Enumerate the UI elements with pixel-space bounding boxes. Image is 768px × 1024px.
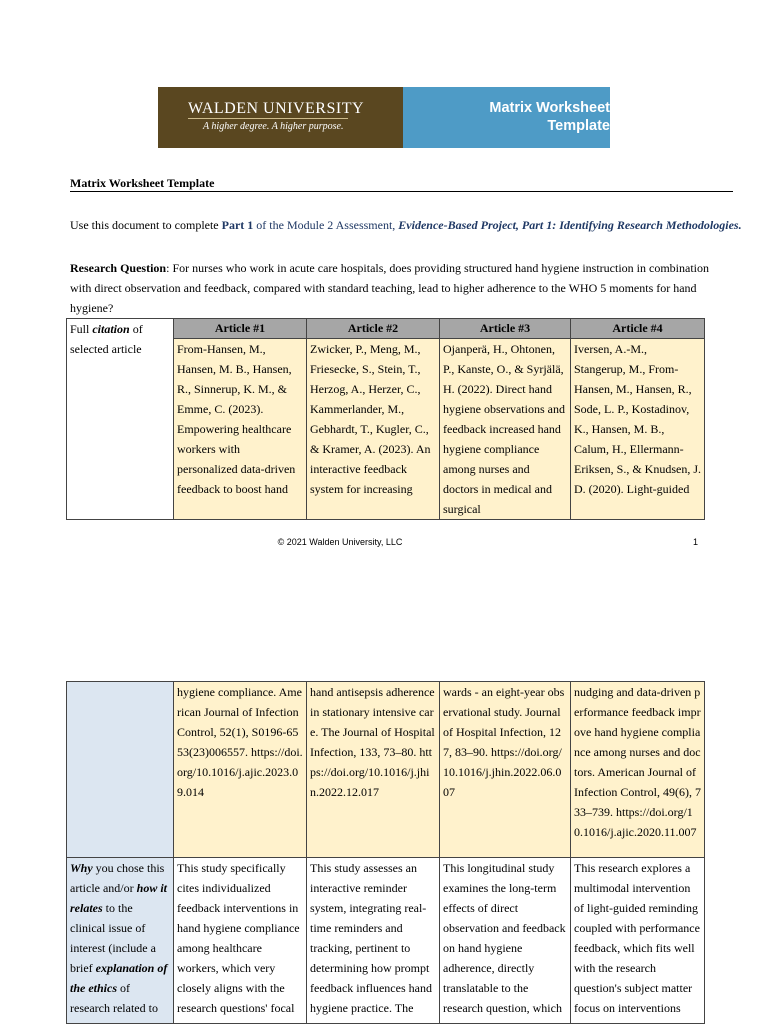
citation-article-3: Ojanperä, H., Ohtonen, P., Kanste, O., & Syrjälä, H. (2022). Direct hand hygiene observations and feedback increased hand hygiene compliance among nurses and doctors in medical and surgical <box>440 339 571 520</box>
instruction-project: Evidence-Based Project, Part 1: Identifying Research Methodologies. <box>398 218 742 232</box>
why-label-b: you chose this article and/or <box>70 861 165 895</box>
instruction-part: Part 1 <box>221 218 254 232</box>
header-article-3: Article #3 <box>440 319 571 339</box>
logo-divider <box>188 118 348 119</box>
matrix-table-page1 <box>66 318 705 520</box>
research-question-text: : For nurses who work in acute care hospitals, does providing structured hand hygiene instruction in combination with direct observation and feedback, compared with standard teaching, lead to higher adherence to the WHO 5 moments for hand hygiene? <box>70 261 709 315</box>
table-row <box>67 858 705 1024</box>
citation-article-2: Zwicker, P., Meng, M., Friesecke, S., Stein, T., Herzog, A., Herzer, C., Kammerlander, M., Gebhardt, T., Kugler, C., & Kramer, A. (2023). An interactive feedback system for increasing <box>307 339 440 520</box>
header-article-2: Article #2 <box>307 319 440 339</box>
why-article-3: This longitudinal study examines the long-term effects of direct observation and feedback on hand hygiene adherence, directly translatable to the research question, which <box>440 858 571 1024</box>
why-article-4: This research explores a multimodal intervention of light-guided reminding coupled with performance feedback, which fits well with the research question's subject matter focus on interventions <box>571 858 705 1024</box>
citation-label-em: citation <box>92 322 130 336</box>
banner-title-line1: Matrix Worksheet <box>489 100 610 116</box>
matrix-table-page2 <box>66 681 705 1024</box>
footer-copyright: © 2021 Walden University, LLC <box>277 537 403 547</box>
logo-tagline: A higher degree. A higher purpose. <box>203 121 344 132</box>
why-article-1: This study specifically cites individualized feedback interventions in hand hygiene compliance among healthcare workers, which very closely aligns with the research questions' focal <box>174 858 307 1024</box>
citation-cont-article-3: wards - an eight-year observational study. Journal of Hospital Infection, 127, 83–90. https://doi.org/10.1016/j.jhin.2022.06.007 <box>440 682 571 858</box>
citation-label-continued <box>67 682 174 858</box>
banner-title-line2: Template <box>547 118 610 134</box>
why-label-d: to the clinical issue of interest (include a brief <box>70 901 156 975</box>
citation-label-post: of selected article <box>70 322 143 356</box>
header-article-4: Article #4 <box>571 319 705 339</box>
why-label-cell <box>67 858 174 1024</box>
why-label-c: how it relates <box>70 881 167 915</box>
citation-article-1: From-Hansen, M., Hansen, M. B., Hansen, R., Sinnerup, K. M., & Emme, C. (2023). Empowering healthcare workers with personalized data-driven feedback to boost hand <box>174 339 307 520</box>
instruction-middle: of the Module 2 Assessment, <box>253 218 399 232</box>
document-title: Matrix Worksheet Template <box>70 176 215 190</box>
why-label-e: explanation of the ethics <box>70 961 168 995</box>
walden-logo-wordmark: WALDEN UNIVERSITY <box>188 100 365 117</box>
why-label-f: of research related to <box>70 981 158 1015</box>
title-divider <box>70 191 733 192</box>
instruction-text <box>70 218 742 233</box>
instruction-prefix: Use this document to complete <box>70 218 222 232</box>
citation-cont-article-2: hand antisepsis adherence in stationary intensive care. The Journal of Hospital Infection, 133, 73–80. https://doi.org/10.1016/j.jhin.2022.12.017 <box>307 682 440 858</box>
research-question <box>70 258 733 318</box>
why-article-2: This study assesses an interactive reminder system, integrating real-time reminders and tracking, pertinent to determining how prompt feedback influences hand hygiene practice. The <box>307 858 440 1024</box>
table-row <box>67 682 705 858</box>
table-header-row <box>67 319 705 339</box>
page-number: 1 <box>693 537 699 547</box>
header-article-1: Article #1 <box>174 319 307 339</box>
citation-label-cell <box>67 319 174 520</box>
citation-cont-article-1: hygiene compliance. American Journal of Infection Control, 52(1), S0196-6553(23)006557. https://doi.org/10.1016/j.ajic.2023.09.014 <box>174 682 307 858</box>
why-label-a: Why <box>70 861 93 875</box>
banner-title <box>410 99 610 135</box>
citation-cont-article-4: nudging and data-driven performance feedback improve hand hygiene compliance among nurses and doctors. American Journal of Infection Control, 49(6), 733–739. https://doi.org/10.1016/j.ajic.2020.11.007 <box>571 682 705 858</box>
citation-article-4: Iversen, A.-M., Stangerup, M., From-Hansen, M., Hansen, R., Sode, L. P., Kostadinov, K., Hansen, M. B., Calum, H., Ellermann-Eriksen, S., & Knudsen, J. D. (2020). Light-guided <box>571 339 705 520</box>
research-question-label: Research Question <box>70 261 167 275</box>
citation-label-pre: Full <box>70 322 93 336</box>
